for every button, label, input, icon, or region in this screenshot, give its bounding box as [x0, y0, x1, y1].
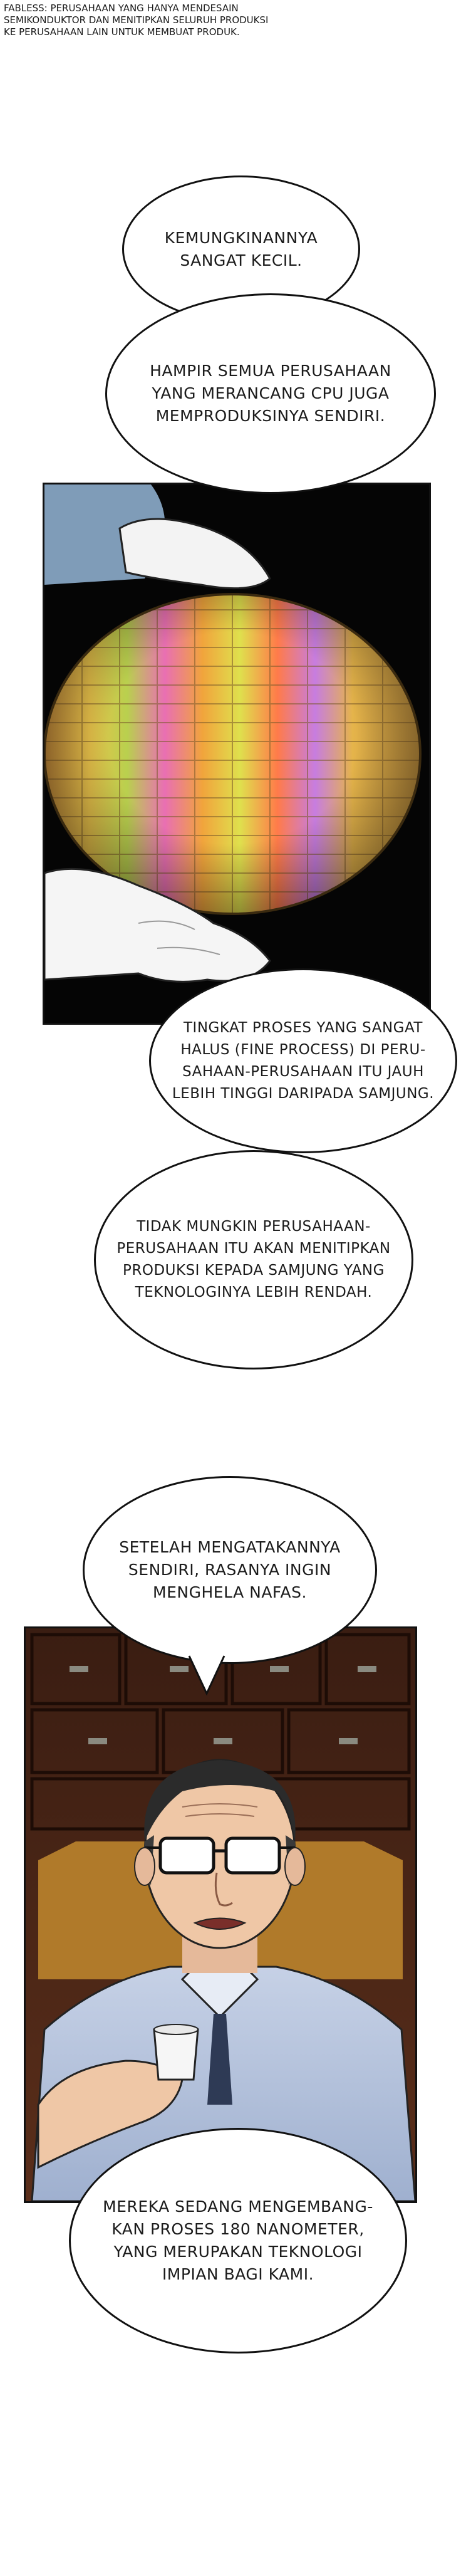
speech-text: TIDAK MUNGKIN PERUSAHAAN- PERUSAHAAN ITU AKAN MENITIPKAN PRODUKSI KEPADA SAMJUNG YANG TEKNOLOGINYA LEBIH RENDAH.: [116, 1218, 391, 1301]
translator-note-line: SEMIKONDUKTOR DAN MENITIPKAN SELURUH PRODUKSI: [4, 14, 269, 26]
speech-bubble-tail: [188, 1655, 225, 1699]
speech-bubble: [83, 1476, 377, 1664]
speech-text: SETELAH MENGATAKANNYA SENDIRI, RASANYA INGIN MENGHELA NAFAS.: [119, 1538, 341, 1601]
translator-note: [4, 3, 329, 38]
speech-text: MEREKA SEDANG MENGEMBANG- KAN PROSES 180 NANOMETER, YANG MERUPAKAN TEKNOLOGI IMPIAN BAGI KAMI.: [103, 2197, 373, 2283]
speech-text: TINGKAT PROSES YANG SANGAT HALUS (FINE PROCESS) DI PERU- SAHAAN-PERUSAHAAN ITU JAUH LEBIH TINGGI DARIPADA SAMJUNG.: [172, 1019, 435, 1102]
speech-bubble: [105, 293, 436, 494]
speech-text: KEMUNGKINANNYA SANGAT KECIL.: [164, 228, 318, 270]
speech-bubble: [69, 2128, 407, 2353]
wafer-panel: [43, 483, 431, 1025]
translator-note-line: FABLESS: PERUSAHAAN YANG HANYA MENDESAIN: [4, 3, 239, 14]
wafer-illustration: [44, 484, 429, 1023]
speech-bubble: [149, 968, 457, 1153]
speech-bubble: [94, 1150, 413, 1369]
man-illustration: [26, 1628, 415, 2201]
man-panel: [24, 1626, 417, 2203]
translator-note-line: KE PERUSAHAAN LAIN UNTUK MEMBUAT PRODUK.: [4, 26, 240, 38]
speech-text: HAMPIR SEMUA PERUSAHAAN YANG MERANCANG CPU JUGA MEMPRODUKSINYA SENDIRI.: [150, 362, 391, 425]
